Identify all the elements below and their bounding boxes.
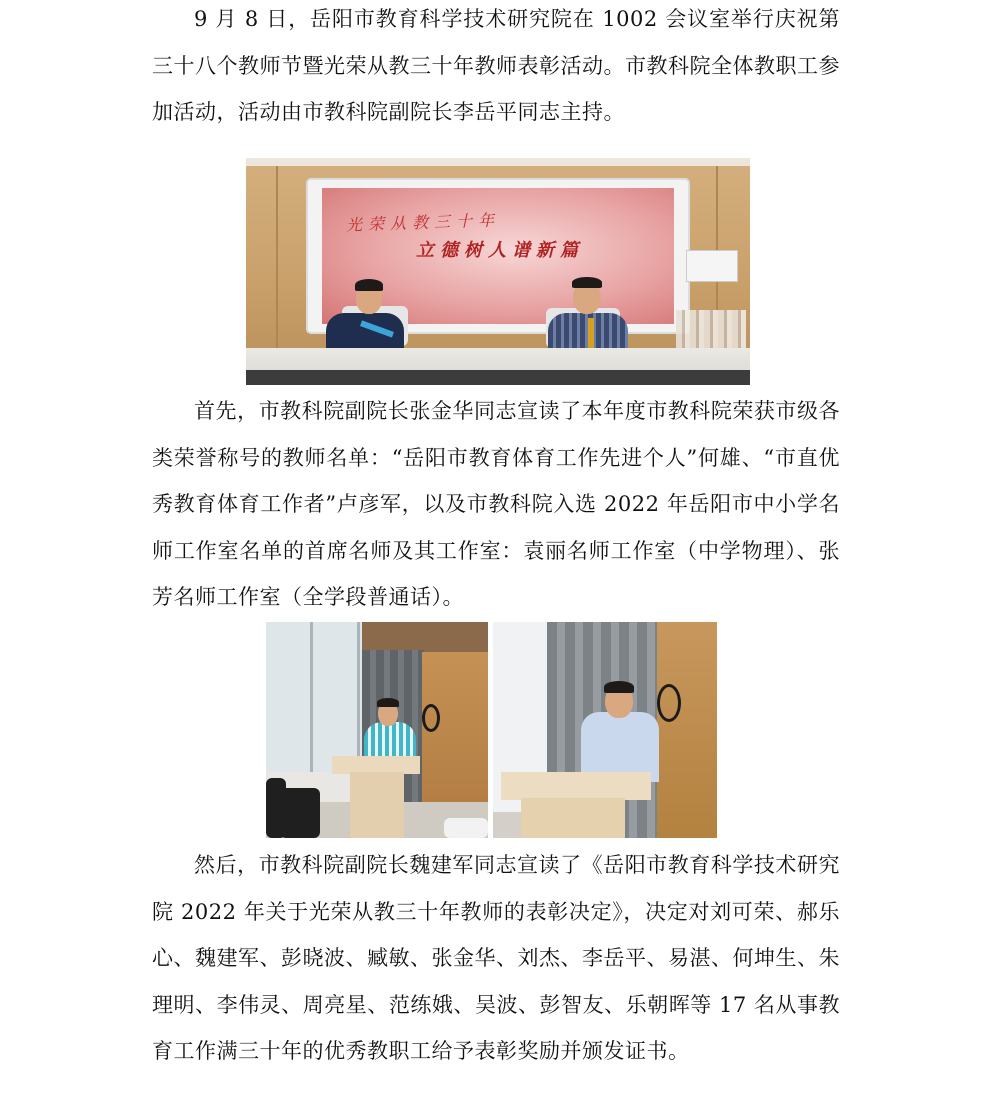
paragraph-opening: 9 月 8 日，岳阳市教育科学技术研究院在 1002 会议室举行庆祝第三十八个教师节暨光荣从教三十年教师表彰活动。市教科院全体教职工参加活动，活动由市教科院副院长李岳平同志主持。 (152, 7, 840, 124)
desk-edge (246, 370, 750, 385)
person-left-hair (355, 279, 383, 291)
person-right-hair (572, 277, 602, 288)
meeting-photo (246, 158, 750, 385)
podium (521, 798, 625, 838)
headphones-icon (422, 704, 440, 732)
screen-text-line2: 立德树人谱新篇 (416, 240, 584, 261)
seat (444, 818, 488, 838)
speaker-hair (604, 681, 634, 693)
headphones-icon (657, 684, 681, 722)
ceiling (246, 158, 750, 166)
paragraph-commendation: 然后，市教科院副院长魏建军同志宣读了《岳阳市教育科学技术研究院 2022 年关于光荣从教三十年教师的表彰决定》，决定对刘可荣、郝乐心、魏建军、彭晓波、臧敏、张金华、刘杰、李岳平、易湛、何坤生、朱理明、李伟灵、周亮星、范练娥、吴波、彭智友、乐朝晖等 17 名从事教育工作满三十年的优秀教职工给予表彰奖励并颁发证书。 (152, 853, 840, 1063)
speaker-photo-right (493, 622, 717, 838)
seat (280, 788, 320, 838)
window (266, 622, 362, 772)
wall-panel-line (276, 166, 278, 356)
microphone (588, 318, 594, 350)
ceiling (362, 622, 488, 652)
screen-text-line1: 光荣从教三十年 (345, 210, 501, 235)
wood-wall (657, 622, 717, 838)
speaker-hair (377, 698, 399, 707)
podium (350, 772, 404, 838)
paragraph-honors: 首先，市教科院副院长张金华同志宣读了本年度市教科院荣获市级各类荣誉称号的教师名单：“岳阳市教育体育工作先进个人”何雄、“市直优秀教育体育工作者”卢彦军，以及市教科院入选 2022 年岳阳市中小学名师工作室名单的首席名师及其工作室：袁丽名师工作室（中学物理）、张芳名师工作室（全学段普通话）。 (152, 399, 840, 609)
podium-top (501, 772, 651, 800)
wall-sign (686, 250, 738, 282)
speaker-photo-left (266, 622, 488, 838)
